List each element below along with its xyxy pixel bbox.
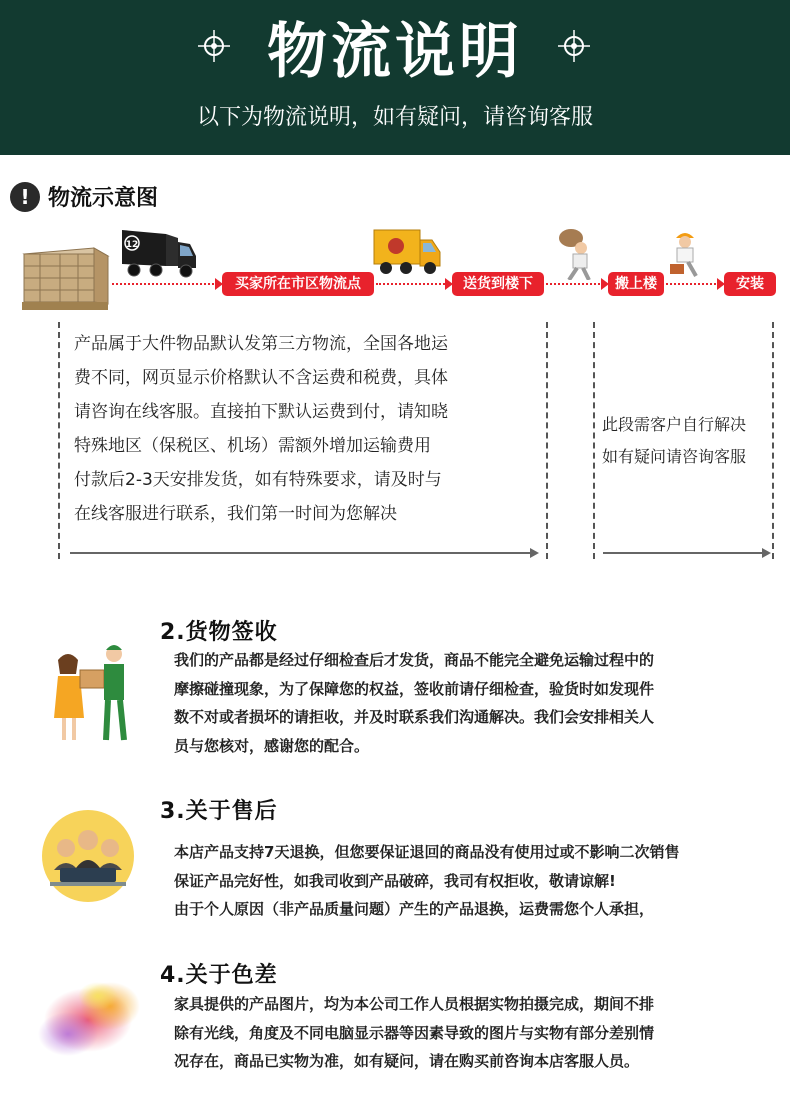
third-party-logistics-text: 产品属于大件物品默认发第三方物流，全国各地运 费不同，网页显示价格默认不含运费和税费，具体 请咨询在线客服。直接拍下默认运费到付，请知晓 特殊地区（保税区、机场）需额外增加运输费用 付款后2-3天安排发货，如有特殊要求，请及时与 在线客服进行联系，我们第一时间为您解决 [74,334,448,524]
section4-body: 家具提供的产品图片，均为本公司工作人员根据实物拍摄完成，期间不排 除有光线，角度及不同电脑显示器等因素导致的图片与实物有部分差别情 况存在，商品已实物为准，如有疑问，请在购买前咨询本店客服人员。 [174,995,655,1070]
porter-icon [555,228,599,280]
section1-heading [10,181,158,212]
flow-connector [666,283,720,285]
alert-icon: ! [10,182,40,212]
crosshair-icon [558,30,590,62]
header-banner [0,0,790,155]
customer-self-service-text: 此段需客户自行解决 如有疑问请咨询客服 [602,415,747,466]
flow-connector [546,283,604,285]
section4-title: 4.关于色差 [160,963,278,988]
flow-step-carry-upstairs: 搬上楼 [608,272,664,296]
delivery-truck-icon [372,226,444,278]
installer-icon [666,226,704,278]
logistics-flow [0,220,790,310]
flow-connector [376,283,448,285]
package-handover-illustration [52,640,136,746]
customer-service-team-icon [40,808,136,904]
wooden-crate-icon [20,236,110,312]
section1-title: 物流示意图 [48,186,159,211]
flow-step-install: 安装 [724,272,776,296]
flow-step-deliver-downstairs: 送货到楼下 [452,272,544,296]
flow-span-line [70,552,532,554]
arrow-right-icon [530,548,539,558]
section3-body: 本店产品支持7天退换，但您要保证退回的商品没有使用过或不影响二次销售 保证产品完好性，如我司收到产品破碎，我司有权拒收，敬请谅解! 由于个人原因（非产品质量问题）产生的产品退换，运费需您个人承担， [174,843,680,918]
section2-title: 2.货物签收 [160,620,278,645]
arrow-right-icon [762,548,771,558]
section2-body: 我们的产品都是经过仔细检查后才发货，商品不能完全避免运输过程中的 摩擦碰撞现象，为了保障您的权益，签收前请仔细检查，验货时如发现件 数不对或者损坏的请拒收，并及时联系我们沟通解决。我们会安排相关人 员与您核对，感谢您的配合。 [174,651,655,755]
flow-connector [112,283,218,285]
color-splash-icon [30,976,150,1062]
page-subtitle: 以下为物流说明，如有疑问，请咨询客服 [196,105,593,130]
flow-step-pickup-point: 买家所在市区物流点 [222,272,374,296]
page-title: 物流说明 [267,17,523,87]
flow-span-line [603,552,763,554]
truck-icon [120,226,200,280]
section3-title: 3.关于售后 [160,799,278,824]
truck-number: 12 [125,240,139,250]
